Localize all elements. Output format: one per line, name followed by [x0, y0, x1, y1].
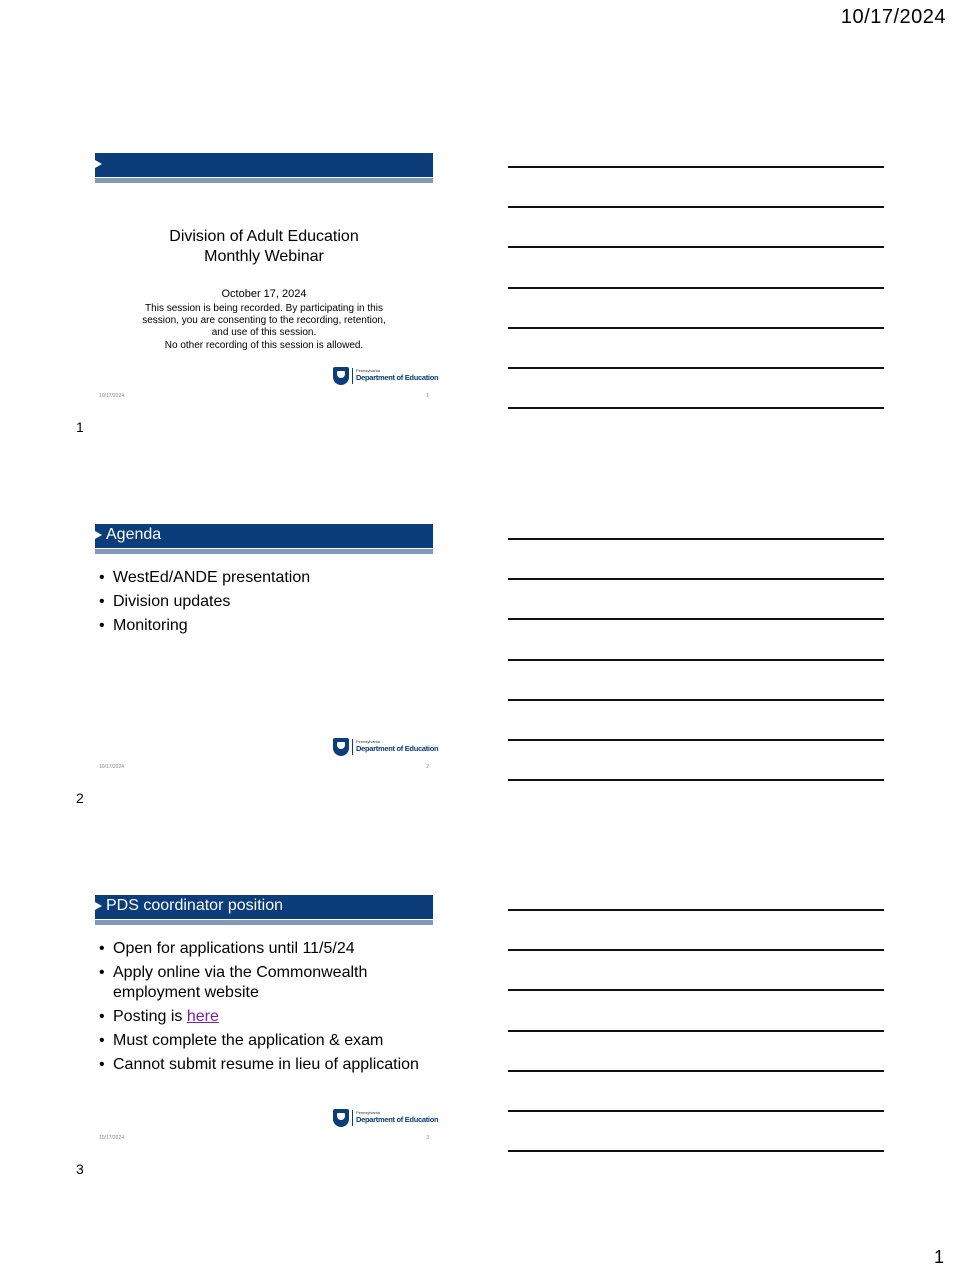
webinar-date: October 17, 2024 — [221, 288, 307, 300]
page-date: 10/17/2024 — [840, 6, 946, 28]
title-underline — [95, 920, 433, 925]
slide-number: 3 — [76, 1161, 84, 1177]
slide-title-bar — [95, 153, 433, 177]
slide-footer-number: 2 — [426, 764, 429, 770]
slide-main-title — [95, 227, 433, 267]
slide-title: PDS coordinator position — [106, 897, 283, 914]
slide-footer-number: 3 — [426, 1135, 429, 1141]
department-logo: Pennsylvania Department of Education — [333, 367, 433, 385]
bar-arrow-icon — [95, 531, 102, 539]
list-item: • WestEd/ANDE presentation — [99, 568, 429, 588]
bullet-list — [99, 939, 429, 1079]
bar-arrow-icon — [95, 160, 102, 168]
page-number: 1 — [933, 1247, 944, 1267]
slide-1 — [95, 153, 439, 408]
slide-footer-number: 1 — [426, 393, 429, 399]
title-line-1: Division of Adult Education — [169, 228, 359, 245]
title-underline — [95, 549, 433, 554]
list-item: • Apply online via the Commonwealth employment website — [99, 963, 429, 1003]
bullet-list — [99, 568, 429, 640]
recording-notice-2: No other recording of this session is allowed. — [164, 340, 364, 351]
slide-title-bar — [95, 524, 433, 548]
title-line-2: Monthly Webinar — [204, 248, 324, 265]
slide-2 — [95, 524, 439, 779]
list-item: • Monitoring — [99, 616, 429, 636]
slide-number: 2 — [76, 790, 84, 806]
list-item: • Posting is here — [99, 1007, 429, 1027]
list-item: • Division updates — [99, 592, 429, 612]
list-item: • Cannot submit resume in lieu of application — [99, 1055, 429, 1075]
slide-3 — [95, 895, 439, 1150]
posting-link[interactable]: here — [186, 1008, 219, 1025]
keystone-icon — [333, 1109, 349, 1127]
department-logo: Pennsylvania Department of Education — [333, 1109, 433, 1127]
slide-title-bar — [95, 895, 433, 919]
slide-footer-date: 10/17/2024 — [99, 1135, 125, 1141]
slide-footer-date: 10/17/2024 — [99, 393, 125, 399]
keystone-icon — [333, 738, 349, 756]
slide-title: Agenda — [106, 526, 162, 543]
slide-footer-date: 10/17/2024 — [99, 764, 125, 770]
bar-arrow-icon — [95, 902, 102, 910]
title-underline — [95, 178, 433, 183]
keystone-icon — [333, 367, 349, 385]
list-item: • Must complete the application & exam — [99, 1031, 429, 1051]
slide-number: 1 — [76, 419, 84, 435]
list-item: • Open for applications until 11/5/24 — [99, 939, 429, 959]
recording-notice: This session is being recorded. By participating in this session, you are consenting to the recording, retention, and use of this session. — [142, 303, 386, 338]
department-logo: Pennsylvania Department of Education — [333, 738, 433, 756]
